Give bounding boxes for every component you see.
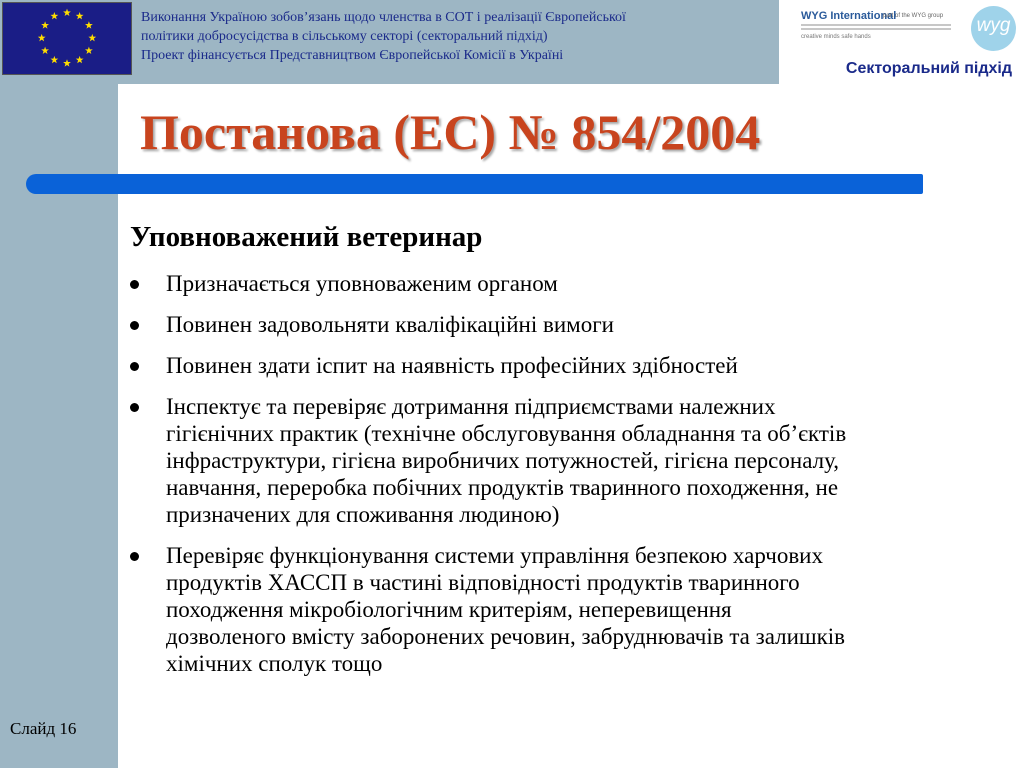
bullet-line: Призначається уповноваженим органом bbox=[166, 271, 558, 296]
eu-star-icon bbox=[50, 12, 58, 19]
eu-star-icon bbox=[85, 21, 93, 28]
eu-star-icon bbox=[88, 34, 96, 41]
header-line: політики добросусідства в сільському секторі (секторальний підхід) bbox=[141, 29, 548, 44]
header-line: Виконання Україною зобов’язань щодо членства в СОТ і реалізації Європейської bbox=[141, 10, 626, 25]
bullet-line: призначених для споживання людиною) bbox=[166, 502, 560, 527]
bullet-line: Повинен задовольняти кваліфікаційні вимоги bbox=[166, 312, 614, 337]
side-band bbox=[0, 0, 118, 768]
wyg-brand-part: part of the WYG group bbox=[883, 13, 944, 19]
bullet-text bbox=[166, 270, 1020, 297]
slide-number: Слайд 16 bbox=[10, 719, 77, 738]
eu-star-icon bbox=[85, 47, 93, 54]
eu-star-icon bbox=[76, 12, 84, 19]
bullet-item bbox=[130, 270, 1020, 297]
bullet-line: хімічних сполук тощо bbox=[166, 651, 383, 676]
eu-star-icon bbox=[50, 56, 58, 63]
bullet-line: навчання, переробка побічних продуктів тваринного походження, не bbox=[166, 475, 839, 500]
bullet-line: Перевіряє функціонування системи управління безпекою харчових bbox=[166, 543, 823, 568]
eu-star-icon bbox=[63, 9, 71, 16]
project-header bbox=[141, 8, 771, 65]
bullet-list bbox=[130, 270, 1020, 691]
wyg-tagline: creative minds safe hands bbox=[801, 34, 871, 40]
bullet-item bbox=[130, 542, 1020, 677]
bullet-item bbox=[130, 352, 1020, 379]
bullet-line: Інспектує та перевіряє дотримання підприємствами належних bbox=[166, 394, 776, 419]
bullet-dot-icon bbox=[130, 280, 139, 289]
wyg-logo-icon bbox=[971, 6, 1016, 51]
eu-star-icon bbox=[76, 56, 84, 63]
eu-star-icon bbox=[41, 47, 49, 54]
eu-star-icon bbox=[63, 59, 71, 66]
eu-star-icon bbox=[41, 21, 49, 28]
sector-approach-label: Секторальний підхід bbox=[845, 60, 1012, 77]
slide-subtitle: Уповноважений ветеринар bbox=[130, 221, 483, 253]
bullet-line: продуктів ХАССП в частині відповідності продуктів тваринного bbox=[166, 570, 800, 595]
wyg-logo-text: wyg bbox=[976, 15, 1011, 36]
bullet-dot-icon bbox=[130, 362, 139, 371]
bullet-text bbox=[166, 352, 1020, 379]
title-underline-bar bbox=[26, 174, 923, 194]
bullet-line: дозволеного вмісту заборонених речовин, забруднювачів та залишків bbox=[166, 624, 846, 649]
eu-star-icon bbox=[38, 34, 46, 41]
bullet-line: інфраструктури, гігієна виробничих потужностей, гігієна персоналу, bbox=[166, 448, 840, 473]
bullet-item bbox=[130, 311, 1020, 338]
bullet-dot-icon bbox=[130, 321, 139, 330]
bullet-item bbox=[130, 393, 1020, 528]
eu-flag-icon bbox=[2, 2, 132, 75]
bullet-text bbox=[166, 542, 1020, 677]
bullet-line: Повинен здати іспит на наявність професійних здібностей bbox=[166, 353, 738, 378]
header-line: Проект фінансується Представництвом Європейської Комісії в Україні bbox=[141, 48, 564, 63]
bullet-text bbox=[166, 311, 1020, 338]
bullet-dot-icon bbox=[130, 552, 139, 561]
wyg-brand-name: WYG International bbox=[801, 10, 897, 22]
bullet-line: гігієнічних практик (технічне обслуговування обладнання та об’єктів bbox=[166, 421, 847, 446]
eu-stars-icon bbox=[3, 3, 131, 74]
bullet-line: походження мікробіологічним критеріям, неперевищення bbox=[166, 597, 732, 622]
bullet-text bbox=[166, 393, 1020, 528]
bullet-dot-icon bbox=[130, 403, 139, 412]
slide-title: Постанова (ЕС) № 854/2004 bbox=[140, 104, 761, 160]
